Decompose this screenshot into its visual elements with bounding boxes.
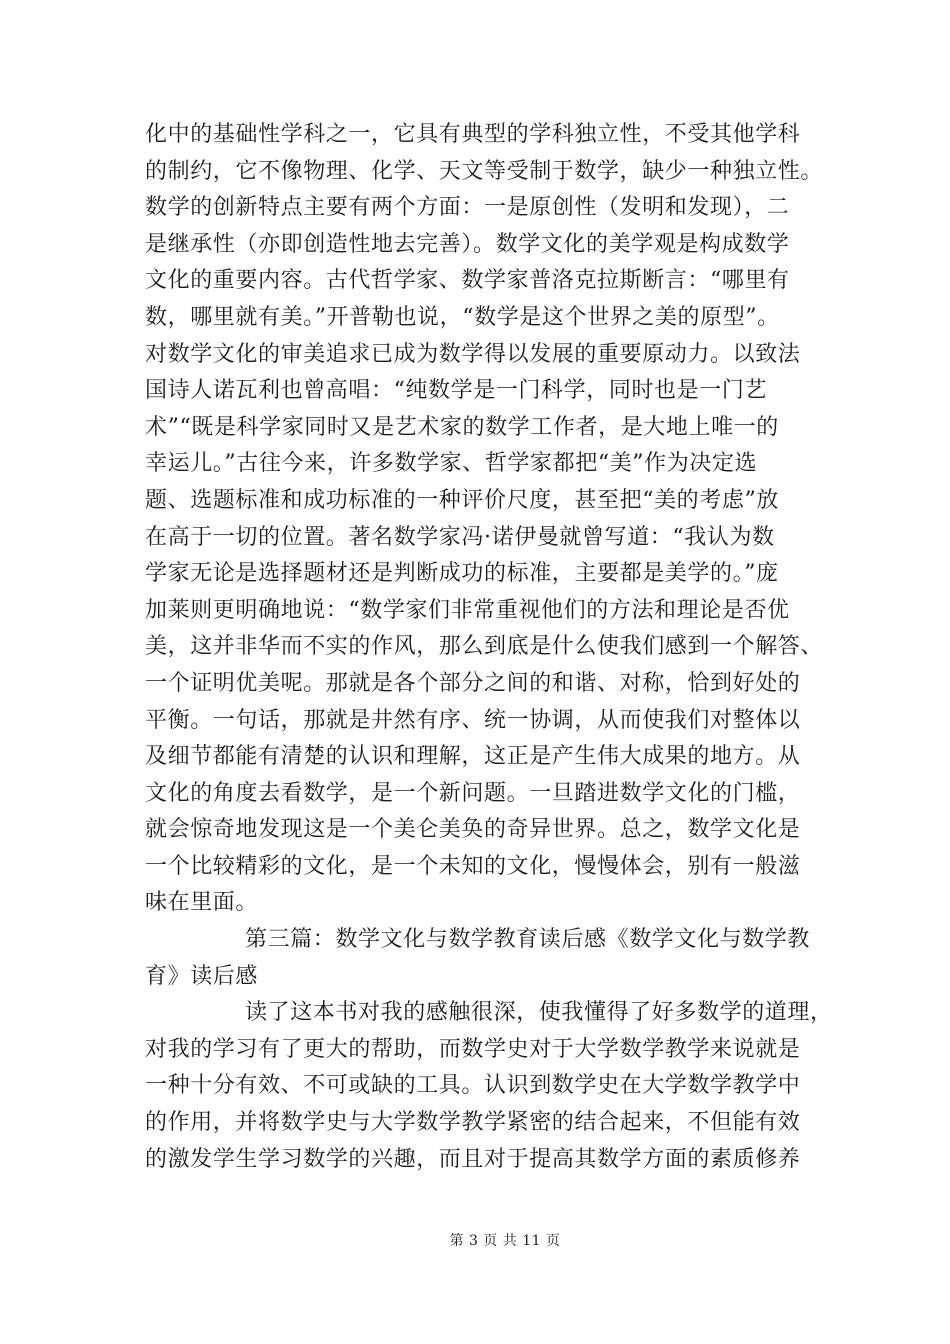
text-line: 国诗人诺瓦利也曾高唱：“纯数学是一门科学，同时也是一门艺 (145, 378, 768, 404)
text-line: 一种十分有效、不可或缺的工具。认识到数学史在大学数学教学中 (145, 1073, 801, 1099)
text-line: 学家无论是选择题材还是判断成功的标准，主要都是美学的。”庞 (145, 561, 779, 587)
text-line: 术”“既是科学家同时又是艺术家的数学工作者，是大地上唯一的 (145, 414, 779, 440)
text-line: 数，哪里就有美。”开普勒也说，“数学是这个世界之美的原型”。 (145, 304, 780, 330)
text-line: 加莱则更明确地说：“数学家们非常重视他们的方法和理论是否优 (145, 597, 790, 623)
text-line: 在高于一切的位置。著名数学家冯·诺伊曼就曾写道：“我认为数 (145, 524, 775, 550)
text-line: 美，这并非华而不实的作风，那么到底是什么使我们感到一个解答、 (145, 634, 824, 660)
text-line: 的作用，并将数学史与大学数学教学紧密的结合起来，不但能有效 (145, 1110, 801, 1136)
text-line: 化中的基础性学科之一，它具有典型的学科独立性，不受其他学科 (145, 122, 801, 147)
section-heading-continued: 育》读后感 (145, 963, 259, 989)
text-line: 一个证明优美呢。那就是各个部分之间的和谐、对称，恰到好处的 (145, 670, 801, 696)
text-line: 的制约，它不像物理、化学、天文等受制于数学，缺少一种独立性。 (145, 158, 824, 184)
text-line: 的激发学生学习数学的兴趣，而且对于提高其数学方面的素质修养 (145, 1146, 801, 1172)
paragraph-first-line: 读了这本书对我的感触很深，使我懂得了好多数学的道理， (245, 1000, 833, 1026)
text-line: 对我的学习有了更大的帮助，而数学史对于大学数学教学来说就是 (145, 1036, 801, 1062)
text-line: 味在里面。 (145, 890, 259, 916)
text-line: 题、选题标准和成功标准的一种评价尺度，甚至把“美的考虑”放 (145, 487, 779, 513)
text-line: 是继承性（亦即创造性地去完善）。数学文化的美学观是构成数学 (145, 231, 790, 257)
text-line: 文化的角度去看数学，是一个新问题。一旦踏进数学文化的门槛， (145, 780, 801, 806)
text-line: 及细节都能有清楚的认识和理解，这正是产生伟大成果的地方。从 (145, 744, 801, 770)
section-heading: 第三篇：数学文化与数学教育读后感《数学文化与数学教 (245, 927, 811, 953)
page-number-footer: 第 3 页 共 11 页 (449, 1233, 561, 1249)
text-line: 幸运儿。”古往今来，许多数学家、哲学家都把“美”作为决定选 (145, 451, 758, 477)
text-line: 对数学文化的审美追求已成为数学得以发展的重要原动力。以致法 (145, 341, 801, 367)
text-line: 文化的重要内容。古代哲学家、数学家普洛克拉斯断言：“哪里有 (145, 268, 790, 294)
text-line: 一个比较精彩的文化，是一个未知的文化，慢慢体会，别有一般滋 (145, 853, 801, 879)
text-line: 数学的创新特点主要有两个方面：一是原创性（发明和发现），二 (145, 195, 790, 221)
body-text (145, 117, 833, 1178)
text-line: 就会惊奇地发现这是一个美仑美奂的奇异世界。总之，数学文化是 (145, 817, 801, 843)
text-line: 平衡。一句话，那就是井然有序、统一协调，从而使我们对整体以 (145, 707, 801, 733)
